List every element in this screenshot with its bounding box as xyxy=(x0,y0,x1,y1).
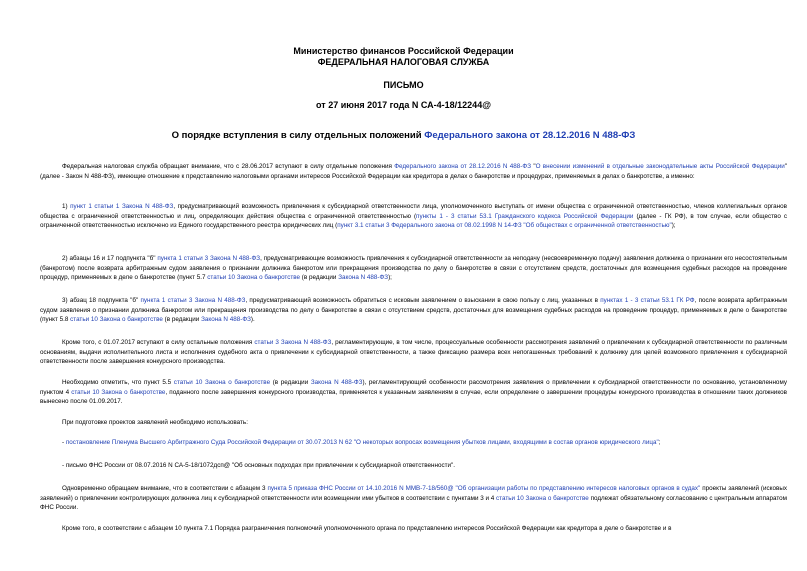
paragraph-item-3: 3) абзац 18 подпункта "б" пункта 1 статьи 3 Закона N 488-ФЗ, предусматривающий возможность обратиться с исковым заявлением о взыскании в свою пользу с лиц, указанных в пунктах 1 - 3 статьи 53.1 ГК РФ, после возврата арбитражным судом заявления о признании должника банкротом или прекращения производства по делу о банкротстве в связи с отсутствием средств, достаточных для возмещения судебных расходов на проведение процедур, применяемых в деле о банкротстве (пункт 5.8 статьи 10 Закона о банкротстве (в редакции Закона N 488-ФЗ). xyxy=(40,297,787,323)
law-488-link-3[interactable]: Закона N 488-ФЗ xyxy=(201,316,251,323)
service-name: ФЕДЕРАЛЬНАЯ НАЛОГОВАЯ СЛУЖБА xyxy=(317,57,490,67)
bankruptcy-law-link-3[interactable]: статьи 10 Закона о банкротстве xyxy=(173,379,271,386)
bankruptcy-law-link-4[interactable]: статьи 10 Закона о банкротстве xyxy=(71,388,166,396)
item-1-law-link[interactable]: пункт 1 статьи 1 Закона N 488-ФЗ xyxy=(70,203,174,210)
fns-order-link[interactable]: пункта 5 приказа ФНС России от 14.10.2016 N ММВ-7-18/560@ "Об организации работы по представлению интересов налоговых органов в судах" xyxy=(267,485,701,492)
paragraph-prep: При подготовке проектов заявлений необходимо использовать: xyxy=(62,419,248,426)
law-488-link-4[interactable]: Закона N 488-ФЗ xyxy=(310,379,363,386)
civil-code-link[interactable]: пункты 1 - 3 статьи 53.1 Гражданского кодекса Российской Федерации xyxy=(416,212,634,220)
plenum-resolution-link[interactable]: постановление Пленума Высшего Арбитражного Суда Российской Федерации от 30.07.2013 N 62 "О некоторых вопросах возмещения убытков лицами, входящими в состав органов юридического лица" xyxy=(65,439,659,446)
document-type: ПИСЬМО xyxy=(383,80,424,90)
bankruptcy-law-link-2[interactable]: статьи 10 Закона о банкротстве xyxy=(70,316,163,323)
article-3-link[interactable]: статьи 3 Закона N 488-ФЗ xyxy=(254,339,332,346)
law-title-link[interactable]: О внесении изменений в отдельные законодательные акты Российской Федерации xyxy=(535,163,785,170)
bankruptcy-law-link[interactable]: статьи 10 Закона о банкротстве xyxy=(207,274,301,281)
paragraph-attention: Одновременно обращаем внимание, что в соответствии с абзацем 3 пункта 5 приказа ФНС России от 14.10.2016 N ММВ-7-18/560@ "Об организации работы по представлению интересов налоговых органов в судах" проекты заявлений (исковых заявлений) о привлечении контролирующих должника лиц к субсидиарной ответственности или возмещении ими убытков в соответствии с пунктами 3 и 4 статьи 10 Закона о банкротстве подлежат обязательному согласованию с центральным аппаратом ФНС России. xyxy=(40,485,788,511)
law-488-link-2[interactable]: Закона N 488-ФЗ xyxy=(338,274,389,281)
item-2-law-link[interactable]: пункта 1 статьи 3 Закона N 488-ФЗ xyxy=(157,255,261,262)
paragraph-item-2: 2) абзацы 16 и 17 подпункта "б" пункта 1 статьи 3 Закона N 488-ФЗ, предусматривающие возможность привлечения к субсидиарной ответственности за неподачу (несвоевременную подачу) заявления должника о признании его несостоятельным (банкротом) после возврата арбитражным судом заявления о признании должника банкротом или прекращения производства по делу о банкротстве в связи с отсутствием средств, достаточных для возмещения судебных расходов на проведение процедур, применяемых в деле о банкротстве (пункт 5.7 статьи 10 Закона о банкротстве (в редакции Закона N 488-ФЗ); xyxy=(40,255,787,281)
bankruptcy-law-link-5[interactable]: статьи 10 Закона о банкротстве xyxy=(496,494,589,502)
law-488-link[interactable]: Федерального закона от 28.12.2016 N 488-ФЗ xyxy=(394,163,531,170)
list-item-letter: - письмо ФНС России от 08.07.2016 N СА-5-18/1072дсп@ "Об основных подходах при привлечении к субсидиарной ответственности". xyxy=(62,462,456,469)
paragraph-intro: Федеральная налоговая служба обращает внимание, что с 28.06.2017 вступают в силу отдельные положения Федерального закона от 28.12.2016 N 488-ФЗ "О внесении изменений в отдельные законодательные акты Российской Федерации" (далее - Закон N 488-ФЗ), имеющие отношение к представлению налоговыми органами интересов Российской Федерации как кредитора в делах о банкротстве и процедурах, применяемых в делах о банкротстве, а именно: xyxy=(40,163,787,180)
llc-law-link[interactable]: пункт 3.1 статьи 3 Федерального закона от 08.02.1998 N 14-ФЗ "Об обществах с ограниченной ответственностью" xyxy=(337,222,672,229)
item-3-law-link[interactable]: пункта 1 статьи 3 Закона N 488-ФЗ xyxy=(140,297,246,304)
paragraph-moreover: Кроме того, в соответствии с абзацем 10 пункта 7.1 Порядка разграничения полномочий уполномоченного органа по представлению интересов Российской Федерации как кредитора в деле о банкротстве и в xyxy=(62,525,672,532)
paragraph-note: Необходимо отметить, что пункт 5.5 статьи 10 Закона о банкротстве (в редакции Закона N 488-ФЗ), регламентирующий особенности рассмотрения заявления о привлечении к субсидиарной ответственности по основанию, установленному пунктом 4 статьи 10 Закона о банкротстве, поданного после завершения конкурсного производства, применяется к указанным заявлениям в случае, если определение о завершении процедуры конкурсного производства в отношении таких должников вынесено после 01.09.2017. xyxy=(40,379,787,405)
title-text: О порядке вступления в силу отдельных положений xyxy=(171,130,425,141)
document-title xyxy=(0,130,807,141)
ministry-name: Министерство финансов Российской Федерации xyxy=(293,46,514,56)
document-date-number: от 27 июня 2017 года N СА-4-18/12244@ xyxy=(316,100,491,110)
list-item-resolution: - постановление Пленума Высшего Арбитражного Суда Российской Федерации от 30.07.2013 N 62 "О некоторых вопросах возмещения убытков лицами, входящими в состав органов юридического лица"; xyxy=(62,439,661,446)
paragraph-additionally: Кроме того, с 01.07.2017 вступают в силу остальные положения статьи 3 Закона N 488-ФЗ, регламентирующие, в том числе, процессуальные особенности рассмотрения заявлений о привлечении к субсидиарной ответственности по различным основаниям, выдачи исполнительного листа и исполнения судебного акта о привлечении к субсидиарной ответственности, а также фиксацию размера всех непогашенных требований к должнику для целей возможного привлечения к субсидиарной ответственности после завершения конкурсного производства. xyxy=(40,339,787,365)
civil-code-link-2[interactable]: пунктах 1 - 3 статьи 53.1 ГК РФ xyxy=(600,297,695,304)
paragraph-item-1: 1) пункт 1 статьи 1 Закона N 488-ФЗ, предусматривающий возможность привлечения к субсидиарной ответственности лица, уполномоченного выступать от имени общества с ограниченной ответственностью, членов коллегиальных органов общества с ограниченной ответственностью и лиц, определяющих действия общества с ограниченной ответственностью (пункты 1 - 3 статьи 53.1 Гражданского кодекса Российской Федерации (далее - ГК РФ), в том случае, если общество с ограниченной ответственностью исключено из Единого государственного реестра юридических лиц (пункт 3.1 статьи 3 Федерального закона от 08.02.1998 N 14-ФЗ "Об обществах с ограниченной ответственностью"); xyxy=(40,203,787,229)
title-law-link[interactable]: Федерального закона от 28.12.2016 N 488-ФЗ xyxy=(424,130,636,141)
